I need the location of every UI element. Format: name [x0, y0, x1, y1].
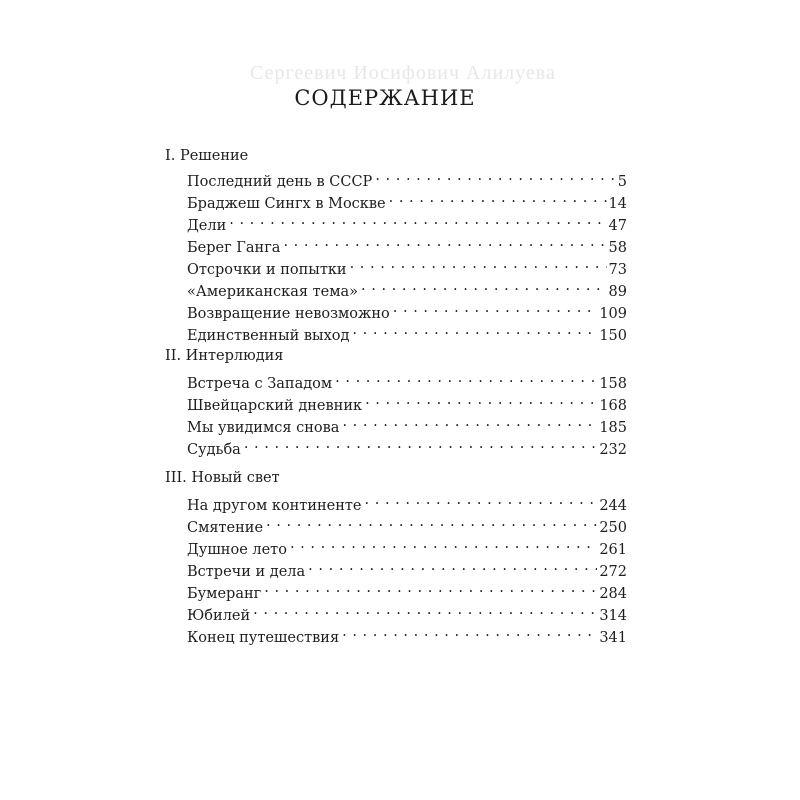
toc-entry-title: Швейцарский дневник [187, 398, 363, 414]
toc-entry-page-number: 14 [608, 196, 627, 212]
dot-leader [365, 390, 597, 410]
toc-entry-title: Единственный выход [187, 328, 350, 344]
toc-entry-title: На другом континенте [187, 498, 362, 514]
toc-entry [187, 622, 627, 648]
toc-entry-title: Дели [187, 218, 227, 234]
page-title: СОДЕРЖАНИЕ [294, 86, 476, 110]
toc-entry-title: Возвращение невозможно [187, 306, 390, 322]
toc-entry-page-number: 73 [608, 262, 627, 278]
toc-entry-title: Отсрочки и попытки [187, 262, 347, 278]
toc-entry-title: Браджеш Сингх в Москве [187, 196, 386, 212]
toc-entry-page-number: 250 [599, 520, 627, 536]
toc-entry-page-number: 168 [599, 398, 627, 414]
toc-entry-page-number: 314 [599, 608, 627, 624]
toc-entry-title: «Американская тема» [187, 284, 359, 300]
section-heading: III. Новый свет [165, 470, 280, 486]
toc-entry-title: Судьба [187, 442, 241, 458]
toc-entry-page-number: 261 [599, 542, 627, 558]
dot-leader [389, 188, 607, 208]
toc-entry [187, 434, 627, 460]
bleed-through-text: Сергеевич Иосифович Алилуева [250, 62, 556, 84]
dot-leader [244, 434, 597, 454]
toc-entry-title: Конец путешествия [187, 630, 340, 646]
toc-entry-page-number: 47 [608, 218, 627, 234]
toc-entry-title: Смятение [187, 520, 264, 536]
toc-entry-page-number: 58 [608, 240, 627, 256]
dot-leader [393, 298, 598, 318]
dot-leader [361, 276, 607, 296]
toc-entry-page-number: 272 [599, 564, 627, 580]
toc-entry-page-number: 150 [599, 328, 627, 344]
toc-entry-page-number: 109 [599, 306, 627, 322]
dot-leader [229, 210, 606, 230]
dot-leader [290, 534, 597, 554]
toc-entry-page-number: 5 [617, 174, 627, 190]
toc-entry-page-number: 244 [599, 498, 627, 514]
toc-entry-page-number: 185 [599, 420, 627, 436]
toc-entry-title: Бумеранг [187, 586, 262, 602]
toc-entry-title: Берег Ганга [187, 240, 281, 256]
toc-entry-page-number: 284 [599, 586, 627, 602]
toc-entry-page-number: 232 [599, 442, 627, 458]
toc-entry-title: Встреча с Западом [187, 376, 333, 392]
toc-entry-page-number: 89 [608, 284, 627, 300]
toc-entry-title: Последний день в СССР [187, 174, 373, 190]
toc-entry-page-number: 341 [599, 630, 627, 646]
dot-leader [283, 232, 606, 252]
toc-entry [187, 320, 627, 346]
dot-leader [253, 600, 597, 620]
toc-entry-title: Встречи и дела [187, 564, 306, 580]
dot-leader [365, 490, 598, 510]
section-heading: I. Решение [165, 148, 249, 164]
toc-entry-title: Юбилей [187, 608, 251, 624]
dot-leader [266, 512, 597, 532]
dot-leader [350, 254, 607, 274]
section-heading: II. Интерлюдия [165, 348, 284, 364]
dot-leader [342, 622, 597, 642]
dot-leader [335, 368, 597, 388]
dot-leader [264, 578, 597, 598]
toc-entry-title: Мы увидимся снова [187, 420, 340, 436]
toc-entry-title: Душное лето [187, 542, 287, 558]
dot-leader [342, 412, 597, 432]
dot-leader [352, 320, 597, 340]
dot-leader [375, 166, 615, 186]
toc-entry-page-number: 158 [599, 376, 627, 392]
dot-leader [308, 556, 597, 576]
